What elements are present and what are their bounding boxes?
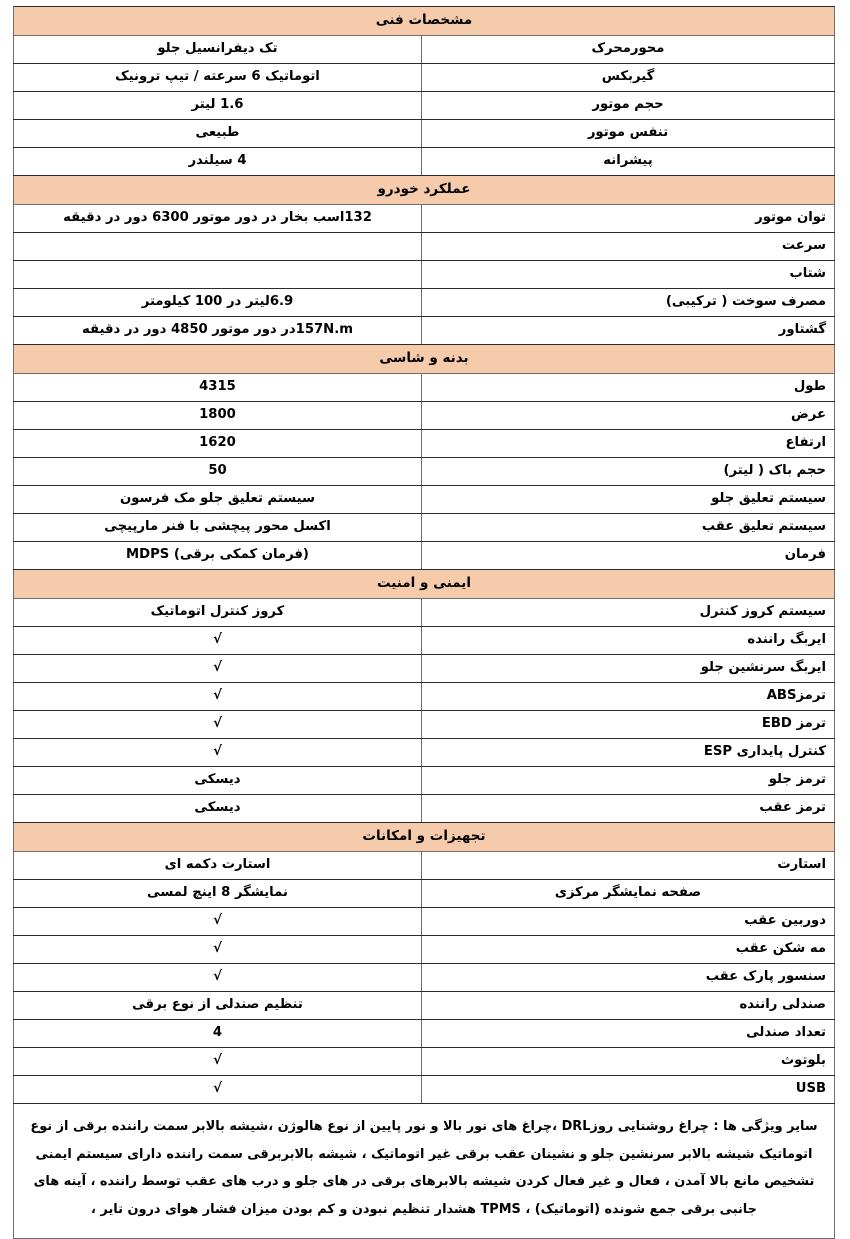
table-row [13,1048,834,1076]
spec-label: مه شکن عقب [422,936,835,964]
checkmark-icon: √ [13,655,421,683]
table-row [13,205,834,233]
table-row [13,1076,834,1104]
checkmark-icon: √ [13,739,421,767]
other-features-text: سایر ویژگی ها : چراغ روشنایی روزDRL ،چراغ های نور بالا و نور پایین از نوع هالوژن ،شیشه بالابر سمت راننده برقی از نوع اتوماتیک شیشه بالابر سرنشین جلو و نشینان عقب برقی غیر اتوماتیک ، شیشه بالابربرقی سمت راننده دارای سیستم ایمنی تشخیص مانع بالا آمدن ، فعال و غیر فعال کردن شیشه بالابرهای برقی در های جلو و درب های عقب توسط راننده ، آینه های جانبی برقی جمع شونده (اتوماتیک) ، TPMS هشدار تنظیم نبودن و کم بودن میزان فشار هوای درون تایر ، [30,1119,818,1218]
table-row [13,148,834,176]
footer-notes-cell [13,1104,834,1239]
spec-label: پیشرانه [422,148,835,176]
table-row [13,233,834,261]
spec-value: طبیعی [13,120,421,148]
table-row [13,374,834,402]
spec-value: تک دیفرانسیل جلو [13,36,421,64]
spec-label: تنفس موتور [422,120,835,148]
spec-value: 4 سیلندر [13,148,421,176]
spec-value: دیسکی [13,767,421,795]
spec-label: صندلی راننده [422,992,835,1020]
spec-value: اکسل محور پیچشی با فنر مارپیچی [13,514,421,542]
spec-label: فرمان [422,542,835,570]
specifications-table-body [13,7,834,1239]
spec-label: ترمز جلو [422,767,835,795]
section-header-row [13,570,834,599]
spec-label: دوربین عقب [422,908,835,936]
table-row [13,739,834,767]
table-row [13,908,834,936]
checkmark-icon: √ [13,908,421,936]
section-title-performance: عملکرد خودرو [13,176,834,205]
spec-value: 4 [13,1020,421,1048]
section-title-equipment: تجهیزات و امکانات [13,823,834,852]
spec-label: سیستم تعلیق جلو [422,486,835,514]
spec-label: حجم باک ( لیتر) [422,458,835,486]
table-row [13,402,834,430]
table-row [13,458,834,486]
checkmark-icon: √ [13,964,421,992]
table-row [13,767,834,795]
footer-notes-row [13,1104,834,1239]
spec-value: (فرمان کمکی برقی) MDPS [13,542,421,570]
spec-value: نمایشگر 8 اینچ لمسی [13,880,421,908]
spec-label: مصرف سوخت ( ترکیبی) [422,289,835,317]
spec-label: گشتاور [422,317,835,345]
spec-label: صفحه نمایشگر مرکزی [422,880,835,908]
table-row [13,542,834,570]
table-row [13,289,834,317]
spec-label: ایربگ راننده [422,627,835,655]
spec-label: سیستم تعلیق عقب [422,514,835,542]
spec-value [13,233,421,261]
spec-label: USB [422,1076,835,1104]
table-row [13,486,834,514]
spec-label: سیستم کروز کنترل [422,599,835,627]
checkmark-icon: √ [13,627,421,655]
table-row [13,880,834,908]
table-row [13,92,834,120]
checkmark-icon: √ [13,711,421,739]
spec-label: توان موتور [422,205,835,233]
spec-label: ارتفاع [422,430,835,458]
spec-value: 6.9لیتر در 100 کیلومتر [13,289,421,317]
table-row [13,120,834,148]
spec-label: گیربکس [422,64,835,92]
table-row [13,1020,834,1048]
table-row [13,599,834,627]
spec-value: 1800 [13,402,421,430]
spec-label: تعداد صندلی [422,1020,835,1048]
section-header-row [13,345,834,374]
spec-value: 50 [13,458,421,486]
table-row [13,317,834,345]
table-row [13,514,834,542]
spec-label: ایربگ سرنشین جلو [422,655,835,683]
spec-label: ترمز عقب [422,795,835,823]
table-row [13,655,834,683]
table-row [13,36,834,64]
section-header-row [13,7,834,36]
spec-label: حجم موتور [422,92,835,120]
table-row [13,852,834,880]
spec-label: طول [422,374,835,402]
checkmark-icon: √ [13,1048,421,1076]
table-row [13,430,834,458]
spec-value: تنظیم صندلی از نوع برقی [13,992,421,1020]
specifications-table [13,6,835,1239]
spec-value [13,261,421,289]
checkmark-icon: √ [13,1076,421,1104]
spec-label: ترمز EBD [422,711,835,739]
section-title-safety: ایمنی و امنیت [13,570,834,599]
section-header-row [13,176,834,205]
checkmark-icon: √ [13,683,421,711]
spec-label: کنترل پایداری ESP [422,739,835,767]
spec-value: کروز کنترل اتوماتیک [13,599,421,627]
spec-value: سیستم تعلیق جلو مک فرسون [13,486,421,514]
table-row [13,683,834,711]
table-row [13,936,834,964]
table-row [13,992,834,1020]
spec-label: عرض [422,402,835,430]
spec-value: استارت دکمه ای [13,852,421,880]
spec-label: شتاب [422,261,835,289]
spec-value: 157N.mدر دور موتور 4850 دور در دقیقه [13,317,421,345]
spec-label: استارت [422,852,835,880]
checkmark-icon: √ [13,936,421,964]
table-row [13,261,834,289]
spec-label: سنسور پارک عقب [422,964,835,992]
table-row [13,964,834,992]
table-row [13,64,834,92]
spec-label: محورمحرک [422,36,835,64]
spec-label: سرعت [422,233,835,261]
section-header-row [13,823,834,852]
spec-value: اتوماتیک 6 سرعته / تیپ ترونیک [13,64,421,92]
spec-label: بلوتوث [422,1048,835,1076]
table-row [13,711,834,739]
table-row [13,795,834,823]
spec-value: 1620 [13,430,421,458]
spec-value: 4315 [13,374,421,402]
table-row [13,627,834,655]
spec-value: دیسکی [13,795,421,823]
spec-label: ترمزABS [422,683,835,711]
section-title-body-chassis: بدنه و شاسی [13,345,834,374]
section-title-technical: مشخصات فنی [13,7,834,36]
spec-value: 132اسب بخار در دور موتور 6300 دور در دقیقه [13,205,421,233]
spec-value: 1.6 لیتر [13,92,421,120]
